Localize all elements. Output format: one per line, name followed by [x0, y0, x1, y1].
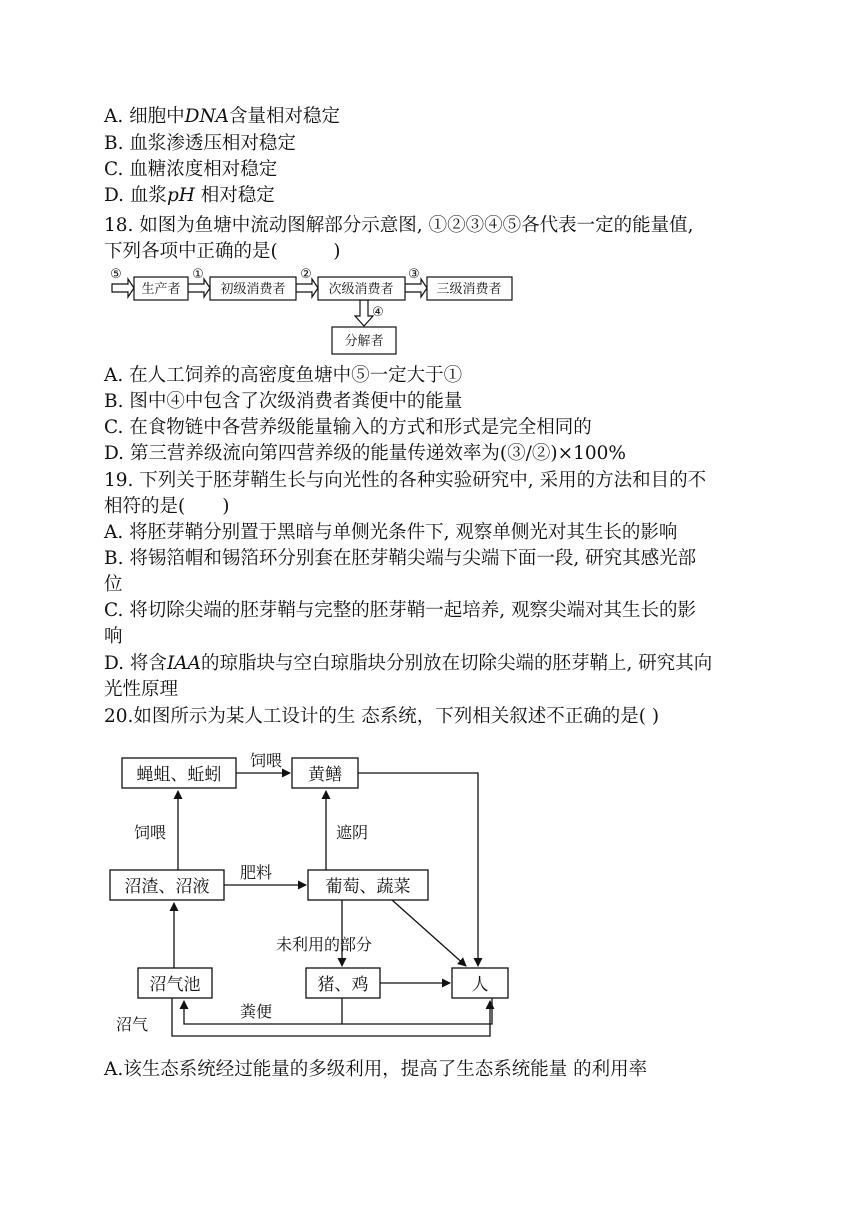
producer-label: 生产者 [141, 282, 181, 297]
q17-option-b: B. 血浆渗透压相对稳定 [104, 133, 296, 154]
q19-option-b-line2: 位 [104, 574, 123, 595]
secondary-consumer-label: 次级消费者 [328, 282, 394, 297]
q18-option-b: B. 图中④中包含了次级消费者粪便中的能量 [104, 391, 463, 412]
option-text: D. 血浆 [104, 185, 167, 206]
energy-number-2: ② [300, 267, 312, 282]
pig-chicken-label: 猪、鸡 [317, 975, 369, 995]
q18-option-d: D. 第三营养级流向第四营养级的能量传递效率为(③/②)×100% [104, 443, 626, 464]
shade-label: 遮阴 [336, 823, 369, 842]
q17-option-a [104, 104, 340, 130]
grape-vegetable-label: 葡萄、蔬菜 [325, 877, 411, 897]
decomposer-label: 分解者 [344, 334, 384, 349]
feed-top-label: 饲喂 [250, 751, 283, 770]
q18-stem-line2: 下列各项中正确的是( ) [104, 241, 341, 262]
q19-option-c-line2: 响 [104, 626, 123, 647]
option-text: A. 细胞中 [104, 106, 185, 127]
ph-term: pH [166, 185, 195, 206]
option-text: D. 将含 [104, 653, 167, 674]
q19-option-b-line1: B. 将锡箔帽和锡箔环分别套在胚芽鞘尖端与尖端下面一段, 研究其感光部 [104, 548, 697, 569]
q19-option-a: A. 将胚芽鞘分别置于黑暗与单侧光条件下, 观察单侧光对其生长的影响 [104, 522, 678, 543]
energy-number-5: ⑤ [110, 267, 122, 282]
option-text: 含量相对稳定 [229, 106, 341, 127]
q18-energy-flow-diagram [100, 264, 520, 358]
fertilizer-label: 肥料 [240, 863, 273, 882]
q19-stem-line2: 相符的是( ) [104, 496, 230, 517]
q19-option-d-line2: 光性原理 [104, 679, 179, 700]
biogas-pit-label: 沼气池 [149, 975, 201, 995]
q19-stem-line1: 19. 下列关于胚芽鞘生长与向光性的各种实验研究中, 采用的方法和目的不 [104, 470, 707, 491]
human-label: 人 [471, 975, 489, 995]
q19-option-d-line1 [104, 651, 712, 677]
energy-number-4: ④ [372, 305, 384, 320]
maggot-earthworm-label: 蝇蛆、蚯蚓 [136, 765, 222, 785]
iaa-term: IAA [166, 653, 201, 674]
unused-part-label: 未利用的部分 [276, 935, 373, 954]
eel-label: 黄鳝 [308, 765, 342, 785]
q20-ecosystem-diagram [100, 740, 520, 1040]
biogas-label: 沼气 [116, 1015, 149, 1034]
option-text: 的琼脂块与空白琼脂块分别放在切除尖端的胚芽鞘上, 研究其向 [200, 653, 713, 674]
feed-left-label: 饲喂 [134, 823, 167, 842]
residue-label: 沼渣、沼液 [124, 877, 210, 897]
q18-option-c: C. 在食物链中各营养级能量输入的方式和形式是完全相同的 [104, 417, 592, 438]
q20-stem: 20.如图所示为某人工设计的生 态系统，下列相关叙述不正确的是( ) [104, 706, 660, 727]
q19-option-c-line1: C. 将切除尖端的胚芽鞘与完整的胚芽鞘一起培养, 观察尖端对其生长的影 [104, 600, 697, 621]
dna-term: DNA [184, 106, 230, 127]
option-text: 相对稳定 [194, 185, 275, 206]
q18-stem-line1: 18. 如图为鱼塘中流动图解部分示意图, ①②③④⑤各代表一定的能量值, [104, 215, 694, 236]
primary-consumer-label: 初级消费者 [220, 282, 286, 297]
tertiary-consumer-label: 三级消费者 [436, 282, 502, 297]
q17-option-c: C. 血糖浓度相对稳定 [104, 159, 278, 180]
manure-label: 粪便 [240, 1002, 273, 1021]
energy-number-3: ③ [408, 267, 420, 282]
q18-option-a: A. 在人工饲养的高密度鱼塘中⑤一定大于① [104, 365, 463, 386]
arrow-4 [355, 300, 373, 326]
q17-option-d [104, 183, 275, 209]
q20-option-a: A.该生态系统经过能量的多级利用，提高了生态系统能量 的利用率 [104, 1059, 648, 1080]
energy-number-1: ① [192, 267, 204, 282]
